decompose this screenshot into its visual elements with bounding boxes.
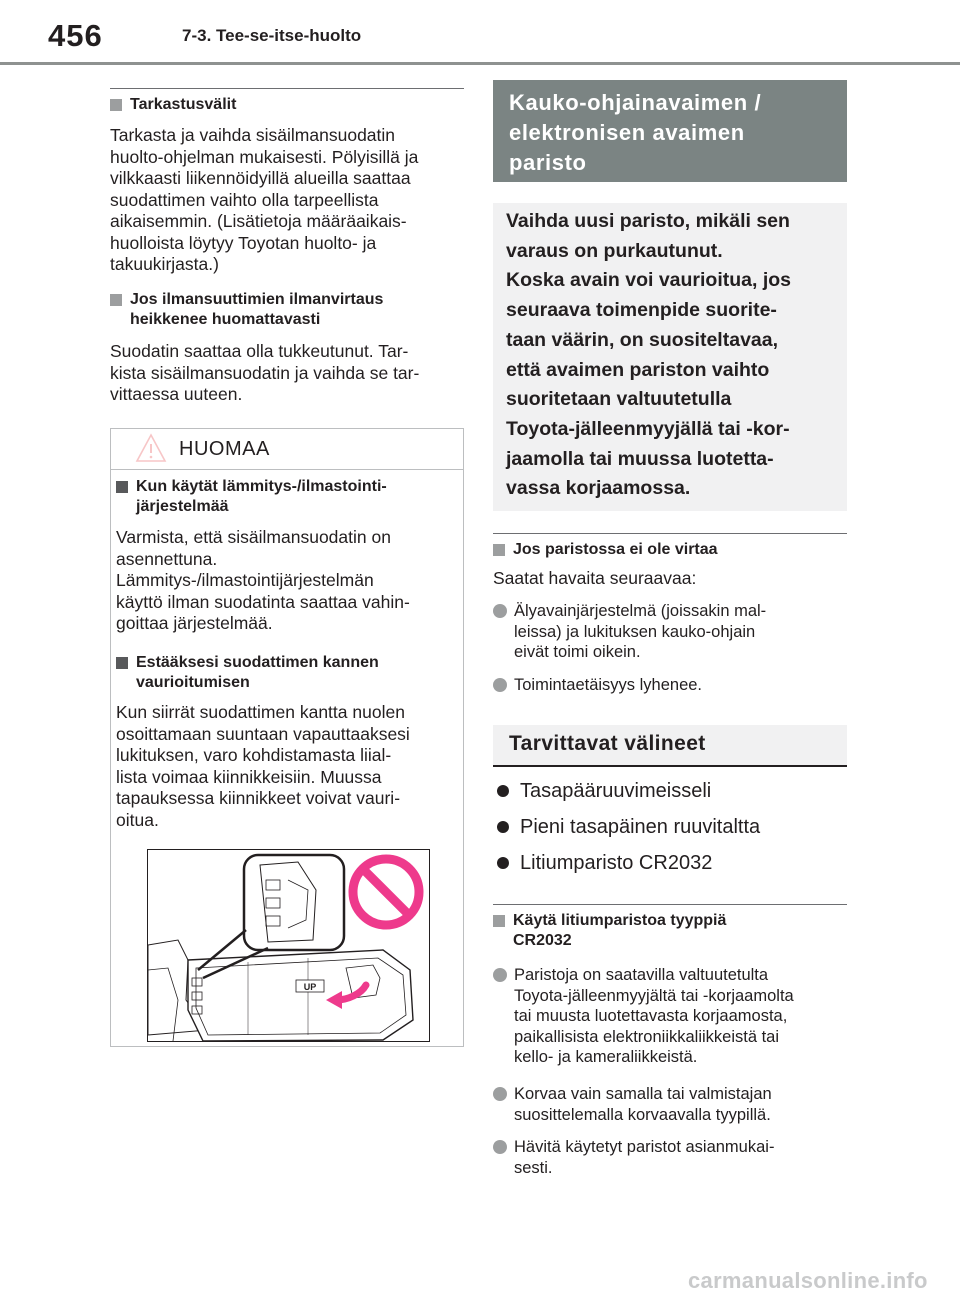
- section-divider: [493, 533, 847, 534]
- section-heading-cr2032: Käytä litiumparistoa tyyppiä CR2032: [493, 911, 726, 951]
- battery-summary-text: Vaihda uusi paristo, mikäli sen varaus on purkautunut. Koska avain voi vaurioitua, jos seuraava toimenpide suorite- taan väärin, on suositeltavaa, että avaimen pariston vaihto suoritetaan valtuutetulla Toyota-jälleenmyyjällä tai -kor- jaamolla tai muussa luotetta- vassa korjaamossa.: [506, 210, 792, 500]
- notice-header: [111, 429, 463, 470]
- airflow-paragraph: Suodatin saattaa olla tukkeutunut. Tar- kista sisäilmansuodatin ja vaihda se tar- vittaessa uuteen.: [110, 341, 420, 404]
- symptom-bullet-2: Toimintaetäisyys lyhenee.: [493, 675, 702, 696]
- section-heading-dead-battery: Jos paristossa ei ole virtaa: [493, 540, 718, 560]
- warning-triangle-icon: [135, 433, 167, 463]
- cr2032-bullet-2: Korvaa vain samalla tai valmistajan suosittelemalla korvaavalla tyypillä.: [493, 1084, 772, 1125]
- inspection-paragraph: Tarkasta ja vaihda sisäilmansuodatin huolto-ohjelman mukaisesti. Pölyisillä ja vilkkaasti liikennöidyillä alueilla saattaa suodattimen vaihto olla tarpeellista aikaisemmin. (Lisätietoja määräaikais- huolloista löytyy Toyotan huolto- ja takuukirjasta.): [110, 125, 419, 274]
- square-bullet-icon: [110, 99, 122, 111]
- cr2032-bullet-3: Hävitä käytetyt paristot asianmukai- sesti.: [493, 1137, 774, 1178]
- up-label: UP: [303, 982, 317, 992]
- notice-hvac-paragraph: Varmista, että sisäilmansuodatin on asennettuna. Lämmitys-/ilmastointijärjestelmän käyttö ilman suodatinta saattaa vahin- goittaa järjestelmää.: [116, 527, 410, 633]
- notice-box: [110, 428, 464, 1047]
- battery-title: Kauko-ohjainavaimen / elektronisen avaimen paristo: [509, 90, 762, 175]
- filter-cover-illustration: [147, 849, 430, 1042]
- filter-cover-drawing: [148, 850, 429, 1041]
- square-bullet-icon: [493, 544, 505, 556]
- circle-bullet-icon: [493, 1140, 507, 1154]
- chapter-title: 7-3. Tee-se-itse-huolto: [182, 26, 362, 45]
- battery-summary-box: [493, 203, 847, 511]
- tools-title-box: [493, 725, 847, 767]
- section-heading-airflow: Jos ilmansuuttimien ilmanvirtaus heikkenee huomattavasti: [110, 290, 383, 330]
- notice-cover-paragraph: Kun siirrät suodattimen kantta nuolen osoittamaan suuntaan vapauttaaksesi lukituksen, varo kohdistamasta liial- lista voimaa kiinnikkeisiin. Muussa tapauksessa kiinnikkeet voivat vauri- oitua.: [116, 702, 410, 830]
- notice-heading-cover-damage: Estääksesi suodattimen kannen vaurioitumisen: [116, 653, 379, 693]
- dead-battery-intro: Saatat havaita seuraavaa:: [493, 568, 697, 588]
- circle-bullet-icon: [493, 604, 507, 618]
- page-number: 456: [48, 18, 103, 53]
- tool-item-1: Tasapääruuvimeisseli: [493, 779, 711, 803]
- square-bullet-icon: [116, 481, 128, 493]
- watermark[interactable]: carmanualsonline.info: [688, 1268, 928, 1293]
- circle-bullet-icon: [493, 1087, 507, 1101]
- notice-heading-hvac: Kun käytät lämmitys-/ilmastointi- järjestelmää: [116, 477, 387, 517]
- square-bullet-icon: [116, 657, 128, 669]
- cr2032-bullet-1: Paristoja on saatavilla valtuutetulta Toyota-jälleenmyyjältä tai -korjaamolta tai muusta luotettavasta korjaamosta, paikallisista elektroniikkaliikkeistä tai kello- ja kameraliikkeistä.: [493, 965, 794, 1068]
- section-divider: [110, 88, 464, 89]
- bullet-dot-icon: [497, 785, 509, 797]
- circle-bullet-icon: [493, 678, 507, 692]
- square-bullet-icon: [493, 915, 505, 927]
- notice-title: HUOMAA: [179, 438, 270, 460]
- symptom-bullet-1: Älyavainjärjestelmä (joissakin mal- leissa) ja lukituksen kauko-ohjain eivät toimi oikein.: [493, 601, 766, 663]
- square-bullet-icon: [110, 294, 122, 306]
- tool-item-2: Pieni tasapäinen ruuvitaltta: [493, 815, 760, 839]
- battery-title-box: [493, 80, 847, 182]
- tools-title: Tarvittavat välineet: [509, 732, 706, 755]
- circle-bullet-icon: [493, 968, 507, 982]
- section-heading-inspection-interval: Tarkastusvälit: [110, 95, 236, 115]
- header-rule: [0, 62, 960, 65]
- section-divider: [493, 904, 847, 905]
- bullet-dot-icon: [497, 821, 509, 833]
- tool-item-3: Litiumparisto CR2032: [493, 851, 712, 875]
- bullet-dot-icon: [497, 857, 509, 869]
